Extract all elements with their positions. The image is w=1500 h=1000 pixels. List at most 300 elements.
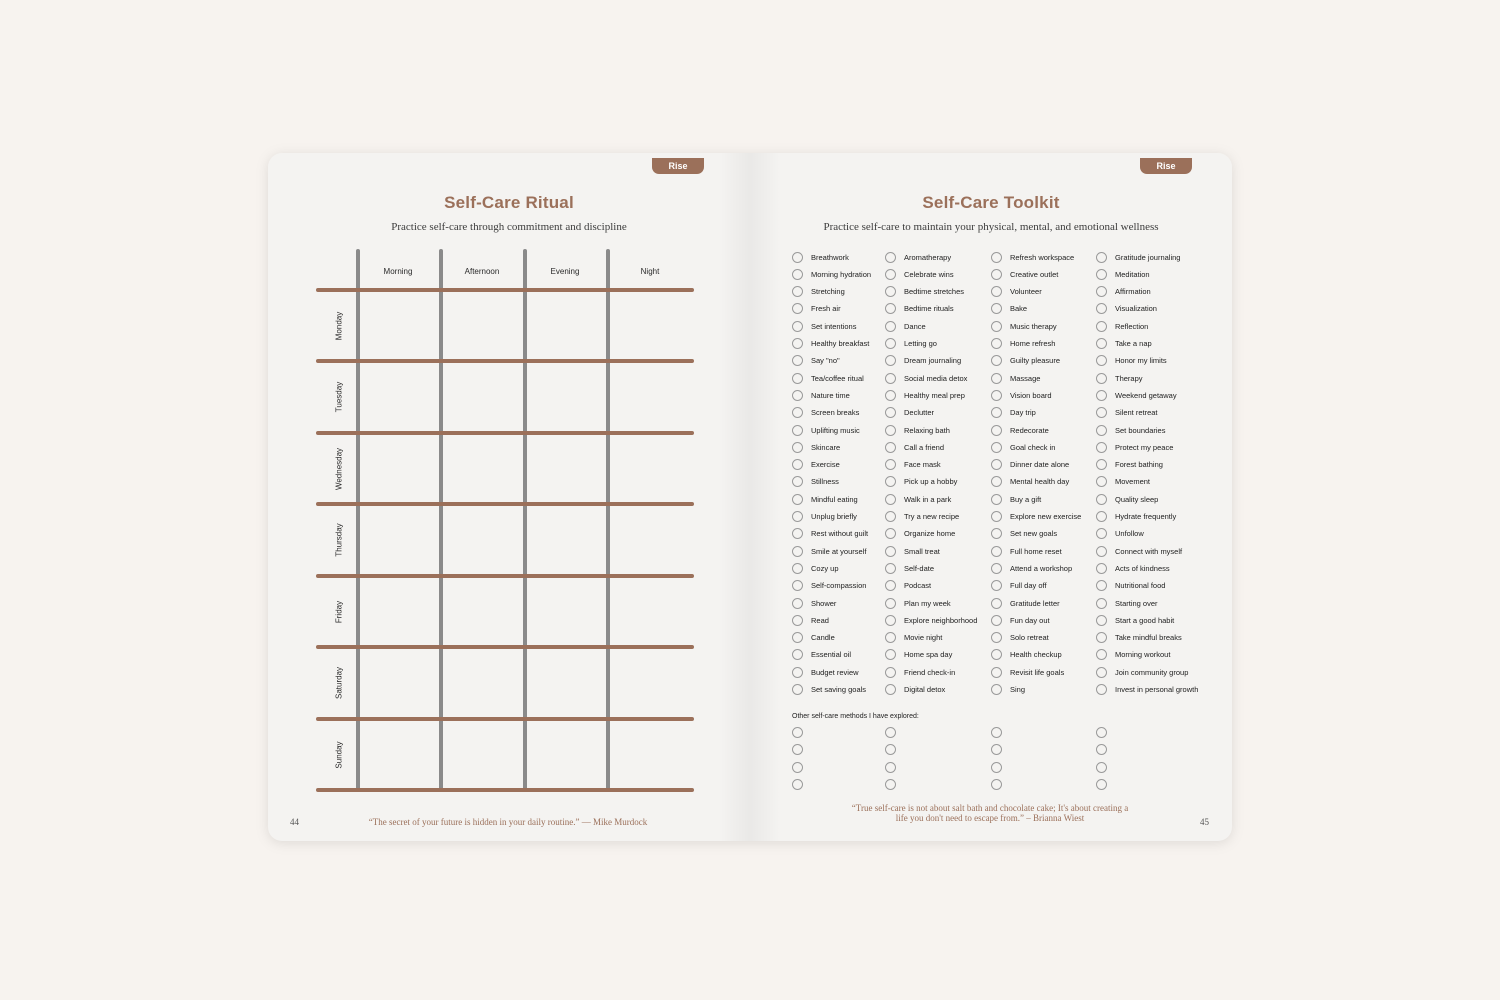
checkbox-circle[interactable] (1096, 684, 1107, 695)
blank-checkbox-circle[interactable] (885, 727, 896, 738)
checklist-item[interactable] (991, 337, 1055, 351)
checklist-item[interactable] (991, 596, 1060, 610)
left-page (268, 153, 750, 841)
checklist-item[interactable] (792, 579, 866, 593)
checklist-item-label: Say "no" (811, 356, 840, 366)
checklist-item-label: Acts of kindness (1115, 563, 1170, 573)
checkbox-circle[interactable] (885, 321, 896, 332)
checklist-item[interactable] (1096, 250, 1180, 264)
checklist-item[interactable] (792, 406, 859, 420)
blank-checkbox-circle[interactable] (885, 779, 896, 790)
checkbox-circle[interactable] (991, 373, 1002, 384)
checklist-item[interactable] (885, 683, 945, 697)
checklist-item[interactable] (792, 475, 839, 489)
checklist-item[interactable] (885, 388, 965, 402)
checklist-item[interactable] (1096, 613, 1174, 627)
checklist-item[interactable] (792, 319, 856, 333)
checkbox-circle[interactable] (885, 390, 896, 401)
ritual-cell[interactable] (610, 506, 694, 574)
checklist-item[interactable] (1096, 683, 1198, 697)
checkbox-circle[interactable] (1096, 252, 1107, 263)
checkbox-circle[interactable] (885, 649, 896, 660)
checklist-item-label: Affirmation (1115, 287, 1151, 297)
checklist-item[interactable] (991, 510, 1081, 524)
checkbox-circle[interactable] (792, 667, 803, 678)
checkbox-circle[interactable] (1096, 338, 1107, 349)
checklist-item-label: Creative outlet (1010, 269, 1059, 279)
checkbox-circle[interactable] (991, 425, 1002, 436)
checklist-item[interactable] (792, 631, 835, 645)
ritual-cell[interactable] (527, 506, 606, 574)
checklist-item[interactable] (792, 648, 851, 662)
checklist-item-label: Redecorate (1010, 425, 1049, 435)
checklist-item[interactable] (1096, 354, 1167, 368)
checklist-item[interactable] (991, 406, 1036, 420)
checkbox-circle[interactable] (885, 407, 896, 418)
checkbox-circle[interactable] (885, 598, 896, 609)
checklist-item[interactable] (885, 561, 934, 575)
checklist-item[interactable] (792, 285, 845, 299)
ritual-cell[interactable] (610, 292, 694, 359)
checklist-item[interactable] (991, 683, 1025, 697)
checklist-item[interactable] (885, 648, 952, 662)
checkbox-circle[interactable] (792, 580, 803, 591)
checklist-item[interactable] (1096, 648, 1170, 662)
checklist-item[interactable] (885, 665, 955, 679)
checklist-item[interactable] (991, 371, 1040, 385)
checkbox-circle[interactable] (792, 598, 803, 609)
checklist-item[interactable] (792, 440, 840, 454)
blank-checkbox-circle[interactable] (885, 762, 896, 773)
ritual-cell[interactable] (360, 435, 439, 502)
checkbox-circle[interactable] (1096, 546, 1107, 557)
blank-checkbox-circle[interactable] (991, 744, 1002, 755)
checklist-item[interactable] (792, 388, 850, 402)
ritual-cell[interactable] (527, 292, 606, 359)
checklist-item[interactable] (1096, 337, 1152, 351)
checkbox-circle[interactable] (792, 442, 803, 453)
blank-checkbox-circle[interactable] (1096, 762, 1107, 773)
checkbox-circle[interactable] (991, 546, 1002, 557)
checkbox-circle[interactable] (991, 615, 1002, 626)
checklist-item[interactable] (991, 631, 1049, 645)
checklist-item-label: Meditation (1115, 269, 1150, 279)
checklist-item[interactable] (885, 492, 951, 506)
checkbox-circle[interactable] (991, 649, 1002, 660)
checklist-item[interactable] (792, 492, 858, 506)
ritual-cell[interactable] (443, 363, 523, 431)
checkbox-circle[interactable] (991, 632, 1002, 643)
ritual-cell[interactable] (443, 506, 523, 574)
ritual-cell[interactable] (610, 578, 694, 645)
checkbox-circle[interactable] (1096, 511, 1107, 522)
checklist-item[interactable] (991, 579, 1047, 593)
checklist-item[interactable] (792, 371, 864, 385)
checklist-item[interactable] (991, 492, 1041, 506)
checklist-item-label: Massage (1010, 373, 1041, 383)
checkbox-circle[interactable] (792, 459, 803, 470)
column-header-morning: Morning (383, 267, 413, 276)
checkbox-circle[interactable] (792, 615, 803, 626)
checklist-item[interactable] (1096, 665, 1188, 679)
checklist-item[interactable] (792, 354, 840, 368)
checklist-item[interactable] (991, 285, 1042, 299)
checklist-item[interactable] (1096, 544, 1182, 558)
checkbox-circle[interactable] (885, 615, 896, 626)
checkbox-circle[interactable] (792, 425, 803, 436)
checkbox-circle[interactable] (885, 269, 896, 280)
checkbox-circle[interactable] (792, 252, 803, 263)
day-label-saturday: Saturday (334, 666, 344, 700)
checklist-item-label: Stillness (811, 477, 839, 487)
checklist-item-label: Volunteer (1010, 287, 1042, 297)
checklist-item[interactable] (792, 683, 866, 697)
checklist-item[interactable] (991, 267, 1058, 281)
checkbox-circle[interactable] (885, 425, 896, 436)
checkbox-circle[interactable] (991, 355, 1002, 366)
checkbox-circle[interactable] (1096, 598, 1107, 609)
checklist-item[interactable] (885, 510, 959, 524)
checkbox-circle[interactable] (991, 459, 1002, 470)
checkbox-circle[interactable] (991, 511, 1002, 522)
checkbox-circle[interactable] (885, 667, 896, 678)
checkbox-circle[interactable] (991, 269, 1002, 280)
checklist-item[interactable] (991, 423, 1049, 437)
blank-checkbox-circle[interactable] (792, 744, 803, 755)
checkbox-circle[interactable] (991, 563, 1002, 574)
checklist-item[interactable] (885, 631, 942, 645)
checkbox-circle[interactable] (792, 563, 803, 574)
checklist-item[interactable] (885, 406, 934, 420)
checklist-item-label: Screen breaks (811, 408, 860, 418)
checklist-item-label: Fresh air (811, 304, 841, 314)
checklist-item-label: Nature time (811, 390, 850, 400)
checkbox-circle[interactable] (885, 442, 896, 453)
checklist-item-label: Day trip (1010, 408, 1036, 418)
ritual-cell[interactable] (527, 649, 606, 717)
checklist-item[interactable] (792, 250, 849, 264)
checkbox-circle[interactable] (792, 649, 803, 660)
blank-checkbox-circle[interactable] (991, 762, 1002, 773)
checklist-item[interactable] (1096, 319, 1148, 333)
checkbox-circle[interactable] (792, 269, 803, 280)
checklist-item-label: Social media detox (904, 373, 968, 383)
checklist-item[interactable] (991, 458, 1069, 472)
checklist-item[interactable] (991, 665, 1064, 679)
checklist-item-label: Movie night (904, 633, 943, 643)
checkbox-circle[interactable] (792, 390, 803, 401)
ritual-cell[interactable] (443, 578, 523, 645)
checkbox-circle[interactable] (1096, 373, 1107, 384)
blank-checkbox-circle[interactable] (1096, 779, 1107, 790)
checkbox-circle[interactable] (792, 546, 803, 557)
checklist-item[interactable] (991, 354, 1060, 368)
checkbox-circle[interactable] (1096, 407, 1107, 418)
checkbox-circle[interactable] (1096, 303, 1107, 314)
checkbox-circle[interactable] (885, 303, 896, 314)
page-number: 44 (290, 817, 299, 827)
checklist-item[interactable] (1096, 267, 1150, 281)
checklist-item-label: Nutritional food (1115, 581, 1166, 591)
checklist-item-label: Podcast (904, 581, 932, 591)
checkbox-circle[interactable] (1096, 649, 1107, 660)
checklist-item-label: Unfollow (1115, 529, 1144, 539)
checklist-item[interactable] (792, 544, 866, 558)
checklist-item[interactable] (1096, 458, 1163, 472)
checklist-item[interactable] (991, 319, 1057, 333)
ritual-cell[interactable] (527, 578, 606, 645)
blank-checkbox-circle[interactable] (792, 727, 803, 738)
checklist-item[interactable] (885, 423, 950, 437)
checklist-item[interactable] (1096, 406, 1158, 420)
checkbox-circle[interactable] (991, 684, 1002, 695)
checklist-item[interactable] (885, 596, 951, 610)
ritual-cell[interactable] (443, 649, 523, 717)
checklist-item-label: Morning workout (1115, 650, 1171, 660)
day-label-wednesday: Wednesday (334, 447, 344, 490)
checklist-item[interactable] (991, 561, 1072, 575)
checkbox-circle[interactable] (991, 252, 1002, 263)
checklist-item[interactable] (792, 267, 871, 281)
checkbox-circle[interactable] (792, 632, 803, 643)
checklist-item[interactable] (991, 388, 1052, 402)
checkbox-circle[interactable] (792, 528, 803, 539)
checklist-item-label: Honor my limits (1115, 356, 1167, 366)
checklist-item[interactable] (792, 302, 841, 316)
checkbox-circle[interactable] (991, 321, 1002, 332)
section-tab[interactable]: Rise (652, 158, 704, 174)
checklist-item[interactable] (1096, 388, 1177, 402)
checklist-item[interactable] (885, 302, 954, 316)
checkbox-circle[interactable] (1096, 563, 1107, 574)
checklist-item[interactable] (885, 337, 937, 351)
checklist-item[interactable] (1096, 371, 1143, 385)
ritual-cell[interactable] (443, 292, 523, 359)
checklist-item[interactable] (885, 544, 940, 558)
checklist-item-label: Hydrate frequently (1115, 512, 1177, 521)
ritual-cell[interactable] (360, 721, 439, 788)
checklist-item[interactable] (792, 665, 859, 679)
checkbox-circle[interactable] (1096, 459, 1107, 470)
checklist-item-label: Full home reset (1010, 546, 1062, 556)
checkbox-circle[interactable] (1096, 580, 1107, 591)
checkbox-circle[interactable] (991, 390, 1002, 401)
checkbox-circle[interactable] (885, 459, 896, 470)
checklist-item[interactable] (991, 648, 1062, 662)
footer-quote-line: life you don't need to escape from.” – Brianna Wiest (895, 813, 1085, 823)
checkbox-circle[interactable] (885, 632, 896, 643)
checklist-item[interactable] (885, 613, 977, 627)
ritual-cell[interactable] (360, 506, 439, 574)
checklist-item[interactable] (885, 267, 954, 281)
checklist-item[interactable] (885, 440, 944, 454)
checklist-item-label: Dream journaling (904, 356, 962, 366)
checkbox-circle[interactable] (885, 580, 896, 591)
checkbox-circle[interactable] (991, 667, 1002, 678)
checklist-item[interactable] (1096, 510, 1176, 524)
checkbox-circle[interactable] (885, 528, 896, 539)
checkbox-circle[interactable] (1096, 425, 1107, 436)
checklist-item[interactable] (1096, 527, 1144, 541)
checklist-item[interactable] (1096, 302, 1157, 316)
checkbox-circle[interactable] (792, 321, 803, 332)
blank-checkbox-circle[interactable] (792, 762, 803, 773)
checklist-item[interactable] (885, 475, 957, 489)
checkbox-circle[interactable] (991, 598, 1002, 609)
checklist-item-label: Fun day out (1010, 615, 1050, 625)
checklist-item[interactable] (792, 613, 829, 627)
ritual-cell[interactable] (610, 649, 694, 717)
ritual-cell[interactable] (610, 721, 694, 788)
checklist-item-label: Vision board (1010, 390, 1052, 400)
checklist-item-label: Mental health day (1010, 477, 1070, 487)
ritual-cell[interactable] (360, 292, 439, 359)
checklist-item[interactable] (885, 319, 926, 333)
ritual-cell[interactable] (610, 435, 694, 502)
checkbox-circle[interactable] (885, 286, 896, 297)
ritual-cell[interactable] (360, 363, 439, 431)
checklist-item-label: Read (811, 615, 829, 625)
checklist-item-label: Small treat (904, 546, 940, 556)
checkbox-circle[interactable] (885, 563, 896, 574)
checkbox-circle[interactable] (885, 338, 896, 349)
checkbox-circle[interactable] (792, 355, 803, 366)
section-tab[interactable]: Rise (1140, 158, 1192, 174)
checklist-item[interactable] (991, 250, 1074, 264)
blank-checkbox-circle[interactable] (1096, 727, 1107, 738)
checklist-item-label: Face mask (904, 460, 941, 470)
checkbox-circle[interactable] (991, 476, 1002, 487)
checkbox-circle[interactable] (1096, 476, 1107, 487)
checkbox-circle[interactable] (885, 476, 896, 487)
checklist-item[interactable] (792, 423, 860, 437)
checklist-item-label: Refresh workspace (1010, 252, 1075, 262)
checkbox-circle[interactable] (885, 494, 896, 505)
checklist-item[interactable] (991, 544, 1062, 558)
checklist-item[interactable] (885, 579, 931, 593)
checklist-item[interactable] (792, 596, 836, 610)
checkbox-circle[interactable] (885, 355, 896, 366)
checkbox-circle[interactable] (1096, 269, 1107, 280)
checkbox-circle[interactable] (991, 442, 1002, 453)
checklist-item[interactable] (1096, 423, 1165, 437)
checklist-item-label: Starting over (1115, 598, 1158, 608)
blank-checkbox-circle[interactable] (991, 727, 1002, 738)
ritual-cell[interactable] (443, 721, 523, 788)
ritual-cell[interactable] (610, 363, 694, 431)
checkbox-circle[interactable] (991, 580, 1002, 591)
checklist-item-label: Budget review (811, 667, 859, 677)
checkbox-circle[interactable] (991, 338, 1002, 349)
ritual-cell[interactable] (360, 578, 439, 645)
checkbox-circle[interactable] (1096, 667, 1107, 678)
checklist-item[interactable] (1096, 561, 1170, 575)
checklist-item[interactable] (991, 475, 1069, 489)
checklist-item[interactable] (1096, 579, 1165, 593)
checkbox-circle[interactable] (1096, 615, 1107, 626)
checklist-item[interactable] (792, 337, 869, 351)
checklist-item[interactable] (792, 561, 839, 575)
checkbox-circle[interactable] (885, 511, 896, 522)
checklist-item[interactable] (792, 510, 857, 524)
checklist-item[interactable] (792, 527, 868, 541)
checkbox-circle[interactable] (792, 684, 803, 695)
checklist-item-label: Visualization (1115, 304, 1157, 314)
checklist-item[interactable] (1096, 492, 1158, 506)
checklist-item[interactable] (885, 527, 955, 541)
checkbox-circle[interactable] (1096, 632, 1107, 643)
checkbox-circle[interactable] (885, 546, 896, 557)
checklist-item-label: Candle (811, 633, 835, 643)
checkbox-circle[interactable] (792, 407, 803, 418)
checklist-item[interactable] (1096, 440, 1173, 454)
checklist-item[interactable] (792, 458, 840, 472)
ritual-cell[interactable] (527, 363, 606, 431)
checkbox-circle[interactable] (792, 494, 803, 505)
checklist-item-label: Start a good habit (1115, 615, 1175, 625)
checklist-item[interactable] (1096, 631, 1182, 645)
checkbox-circle[interactable] (991, 407, 1002, 418)
checkbox-circle[interactable] (991, 528, 1002, 539)
checklist-item[interactable] (991, 302, 1027, 316)
checkbox-circle[interactable] (1096, 321, 1107, 332)
checklist-item[interactable] (885, 458, 941, 472)
checkbox-circle[interactable] (991, 286, 1002, 297)
notebook-spread (268, 153, 1232, 841)
ritual-cell[interactable] (527, 435, 606, 502)
checkbox-circle[interactable] (991, 494, 1002, 505)
checkbox-circle[interactable] (792, 303, 803, 314)
checkbox-circle[interactable] (991, 303, 1002, 314)
blank-checkbox-circle[interactable] (792, 779, 803, 790)
checkbox-circle[interactable] (885, 373, 896, 384)
checkbox-circle[interactable] (792, 338, 803, 349)
checklist-item[interactable] (1096, 475, 1150, 489)
checklist-item[interactable] (885, 354, 961, 368)
checkbox-circle[interactable] (792, 286, 803, 297)
checkbox-circle[interactable] (792, 476, 803, 487)
checkbox-circle[interactable] (792, 373, 803, 384)
checklist-item[interactable] (1096, 285, 1151, 299)
checklist-item[interactable] (991, 613, 1050, 627)
checklist-item[interactable] (885, 371, 967, 385)
checkbox-circle[interactable] (1096, 528, 1107, 539)
checkbox-circle[interactable] (1096, 286, 1107, 297)
checkbox-circle[interactable] (1096, 494, 1107, 505)
checklist-item[interactable] (991, 440, 1055, 454)
checkbox-circle[interactable] (1096, 390, 1107, 401)
checklist-item[interactable] (885, 285, 964, 299)
checkbox-circle[interactable] (1096, 355, 1107, 366)
checkbox-circle[interactable] (792, 511, 803, 522)
blank-checkbox-circle[interactable] (1096, 744, 1107, 755)
ritual-cell[interactable] (527, 721, 606, 788)
blank-checkbox-circle[interactable] (885, 744, 896, 755)
checklist-item-label: Self-compassion (811, 581, 867, 591)
checklist-item-label: Movement (1115, 477, 1151, 487)
checkbox-circle[interactable] (1096, 442, 1107, 453)
checklist-item-label: Buy a gift (1010, 494, 1042, 504)
checklist-item-label: Friend check-in (904, 667, 956, 677)
blank-checkbox-circle[interactable] (991, 779, 1002, 790)
checklist-item[interactable] (991, 527, 1057, 541)
checkbox-circle[interactable] (885, 252, 896, 263)
checklist-item[interactable] (885, 250, 951, 264)
ritual-cell[interactable] (360, 649, 439, 717)
checklist-item[interactable] (1096, 596, 1158, 610)
ritual-cell[interactable] (443, 435, 523, 502)
checkbox-circle[interactable] (885, 684, 896, 695)
